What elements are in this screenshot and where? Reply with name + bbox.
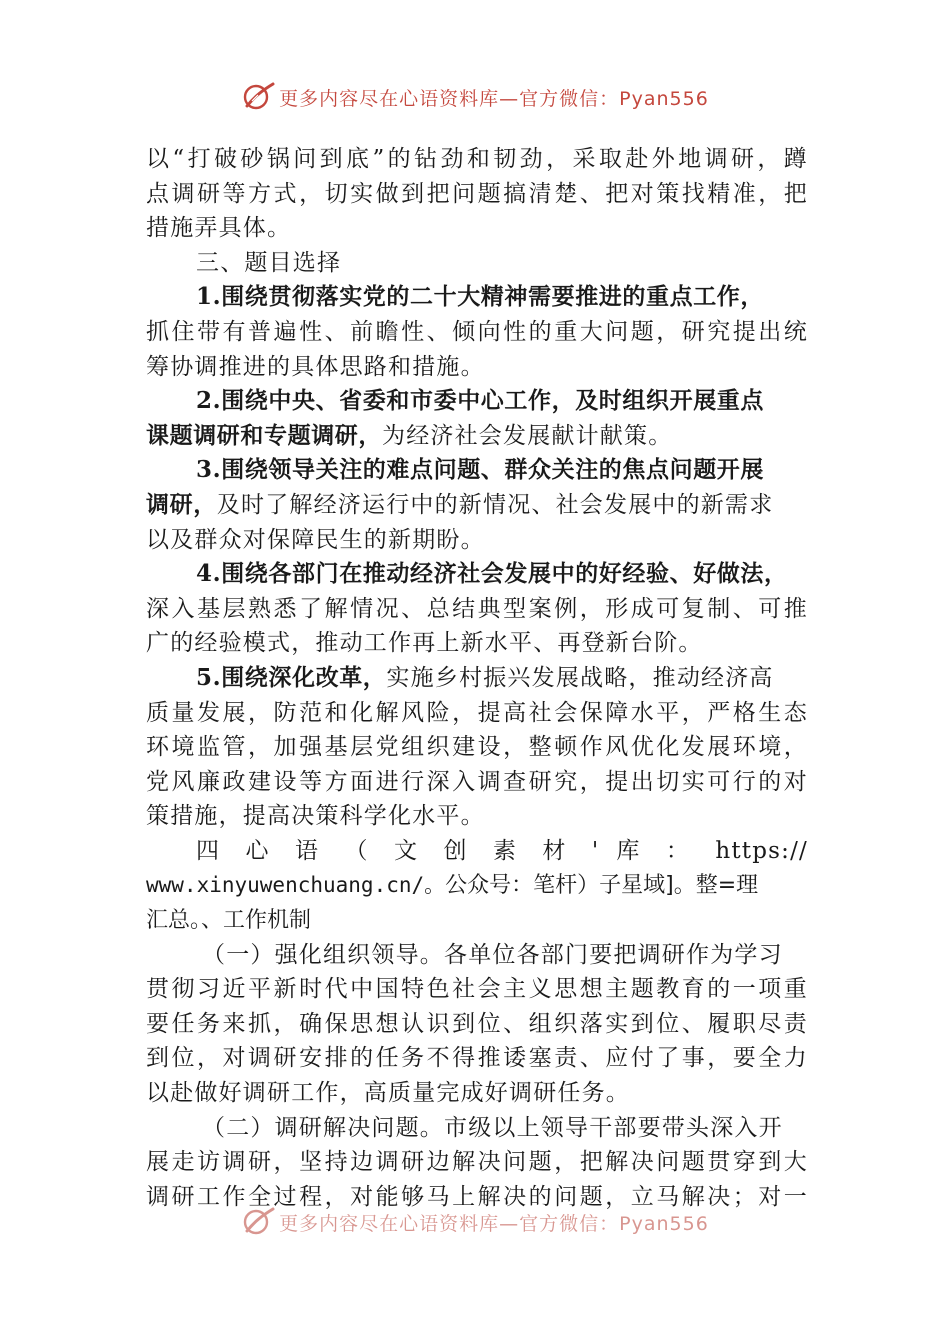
text-line: 贯彻习近平新时代中国特色社会主义思想主题教育的一项重: [146, 976, 808, 1003]
text-line: 以及群众对保障民生的新期盼。: [146, 526, 485, 553]
topic-2-text: 为经济社会发展献计献策。: [382, 422, 673, 449]
text-line: 点调研等方式，切实做到把问题搞清楚、把对策找精准，把: [146, 180, 808, 207]
text-line: 到位，对调研安排的任务不得推诿塞责、应付了事，要全力: [146, 1045, 808, 1072]
injected-url: www.xinyuwenchuang.cn/。: [146, 873, 446, 898]
text-line: [146, 868, 808, 903]
text-line: 抓住带有普遍性、前瞻性、倾向性的重大问题，研究提出统: [146, 318, 808, 345]
topic-3-text: 及时了解经济运行中的新情况、社会发展中的新需求: [216, 491, 774, 518]
topic-3-heading-end: 调研，: [146, 490, 217, 518]
text-line: 筹协调推进的具体思路和措施。: [146, 353, 485, 380]
document-body: [146, 142, 808, 1214]
watermark-header: [0, 82, 950, 117]
topic-5-text: 实施乡村振兴发展战略，推动经济高: [386, 664, 774, 691]
brush-logo-icon: [241, 82, 275, 117]
text-line: 策措施，提高决策科学化水平。: [146, 803, 485, 830]
text-line: [146, 488, 808, 523]
topic-3-heading: 3.围绕领导关注的难点问题、群众关注的焦点问题开展: [196, 456, 765, 484]
text-line: 党风廉政建设等方面进行深入调查研究，提出切实可行的对: [146, 768, 808, 795]
text-line: （一）强化组织领导。各单位各部门要把调研作为学习: [202, 941, 783, 968]
topic-2-heading-end: 课题调研和专题调研，: [146, 421, 382, 449]
topic-4-heading: 4.围绕各部门在推动经济社会发展中的好经验、好做法，: [196, 560, 788, 588]
text-line: 要任务来抓，确保思想认识到位、组织落实到位、履职尽责: [146, 1010, 808, 1037]
section-heading-end: 汇总。、工作机制: [146, 908, 312, 934]
text-line: 措施弄具体。: [146, 215, 292, 242]
topic-2-heading: 2.围绕中央、省委和市委中心工作，及时组织开展重点: [196, 387, 765, 415]
watermark-header-text: 更多内容尽在心语资料库—官方微信：Pyan556: [279, 88, 709, 110]
text-line: 环境监管，加强基层党组织建设，整顿作风优化发展环境，: [146, 734, 808, 761]
text-line: 深入基层熟悉了解情况、总结典型案例，形成可复制、可推: [146, 595, 808, 622]
topic-1-heading: 1.围绕贯彻落实党的二十大精神需要推进的重点工作，: [196, 283, 765, 311]
text-line: 质量发展，防范和化解风险，提高社会保障水平，严格生态: [146, 699, 808, 726]
text-line: [146, 661, 808, 696]
text-line: [146, 903, 808, 938]
section-heading-injected: 四 心 语 （ 文 创 素 材 ' 库 ： https://: [196, 837, 808, 864]
text-line: 以“打破砂锅问到底”的钻劲和韧劲，采取赴外地调研，蹲: [146, 146, 808, 172]
text-line: 调研工作全过程，对能够马上解决的问题，立马解决；对一: [146, 1183, 808, 1210]
section-heading: 三、题目选择: [196, 249, 342, 276]
text-line: 广的经验模式，推动工作再上新水平、再登新台阶。: [146, 630, 703, 657]
text-line: 以赴做好调研工作，高质量完成好调研任务。: [146, 1080, 630, 1107]
topic-5-heading: 5.围绕深化改革，: [196, 663, 387, 691]
text-line: 展走访调研，坚持边调研边解决问题，把解决问题贯穿到大: [146, 1149, 808, 1176]
watermark-footer-text: 更多内容尽在心语资料库—官方微信：Pyan556: [279, 1213, 709, 1235]
injected-text: 公众号：笔杆）子星域]。整=理: [445, 873, 759, 899]
brush-logo-icon: [241, 1207, 275, 1242]
text-line: [146, 419, 808, 454]
text-line: （二）调研解决问题。市级以上领导干部要带头深入开: [202, 1114, 783, 1141]
watermark-footer: [0, 1207, 950, 1242]
